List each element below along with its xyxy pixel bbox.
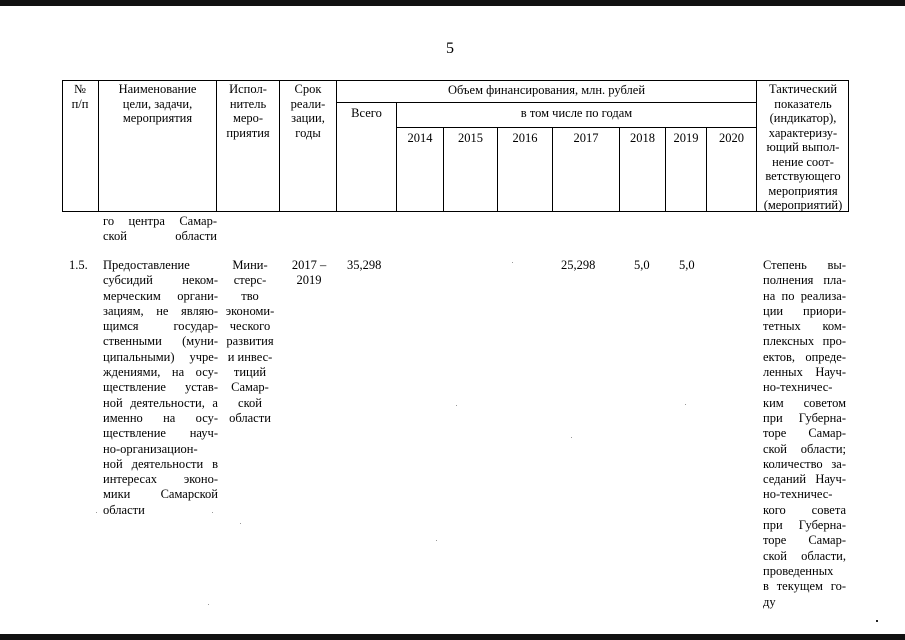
- table-header: [62, 80, 849, 212]
- scan-speck: [436, 540, 437, 541]
- header-executor: Испол- нитель меро- приятия: [226, 82, 270, 140]
- scan-speck: [240, 523, 241, 524]
- scan-speck: [512, 262, 513, 263]
- header-funding: Объем финансирования, млн. рублей: [447, 83, 646, 97]
- header-number: № п/п: [71, 82, 89, 111]
- scan-speck: [96, 512, 97, 513]
- header-year-2019: 2019: [673, 131, 699, 145]
- header-indicator: Тактический показатель (индикатор), характеризу- ющий выпол- нение соот- ветствующего мероприятия (мероприятий): [763, 82, 843, 212]
- row-2019: 5,0: [679, 258, 695, 272]
- page-number: 5: [446, 40, 454, 57]
- row-total: 35,298: [347, 258, 382, 272]
- header-term: Срок реали- зации, годы: [290, 82, 326, 140]
- scan-speck: [571, 437, 572, 438]
- scan-speck: [208, 604, 209, 605]
- header-year-2018: 2018: [630, 131, 655, 145]
- header-name: Наименование цели, задачи, мероприятия: [118, 82, 197, 125]
- row-executor: Мини- стерс- тво экономи- ческого развития и инвес- тиций Самар- ской области: [225, 258, 275, 425]
- row-indicator: Степень вы- полнения пла- на по реализа- ции приори- тетных ком- плексных про- ектов, опреде- ленных Науч- но-техничес- ким советом при Губерна- торе Самар- ской области; количество за- седаний Науч- но-техничес- кого совета при Губерна- торе Самар- ской области, проведенных в текущем го- ду: [763, 258, 846, 609]
- row-2018: 5,0: [634, 258, 650, 272]
- header-year-2016: 2016: [512, 131, 538, 145]
- header-by-years: в том числе по годам: [520, 106, 633, 120]
- bottom-scan-border: [0, 634, 905, 640]
- scan-speck: [876, 620, 878, 622]
- scan-speck: [456, 405, 457, 406]
- continuation-text: го центра Самар- ской области: [103, 214, 217, 243]
- row-name: Предоставление субсидий неком- мерческим органи- зациям, не являю- щимся государ- ственными (муни- ципальными) учре- ждениями, на осу- ществление устав- ной деятельности, а именно на осу- ществление науч- но-организацион- ной деятельности в интересах эконо- мики Самарской области: [103, 258, 218, 517]
- top-scan-border: [0, 0, 905, 6]
- header-year-2020: 2020: [719, 131, 744, 145]
- row-term: 2017 – 2019: [291, 258, 327, 288]
- row-2017: 25,298: [561, 258, 596, 272]
- header-year-2015: 2015: [458, 131, 483, 145]
- header-year-2014: 2014: [407, 131, 433, 145]
- header-year-2017: 2017: [573, 131, 599, 145]
- header-total: Всего: [351, 106, 382, 120]
- scan-speck: [212, 512, 213, 513]
- scan-speck: [685, 404, 686, 405]
- row-number: 1.5.: [69, 258, 88, 272]
